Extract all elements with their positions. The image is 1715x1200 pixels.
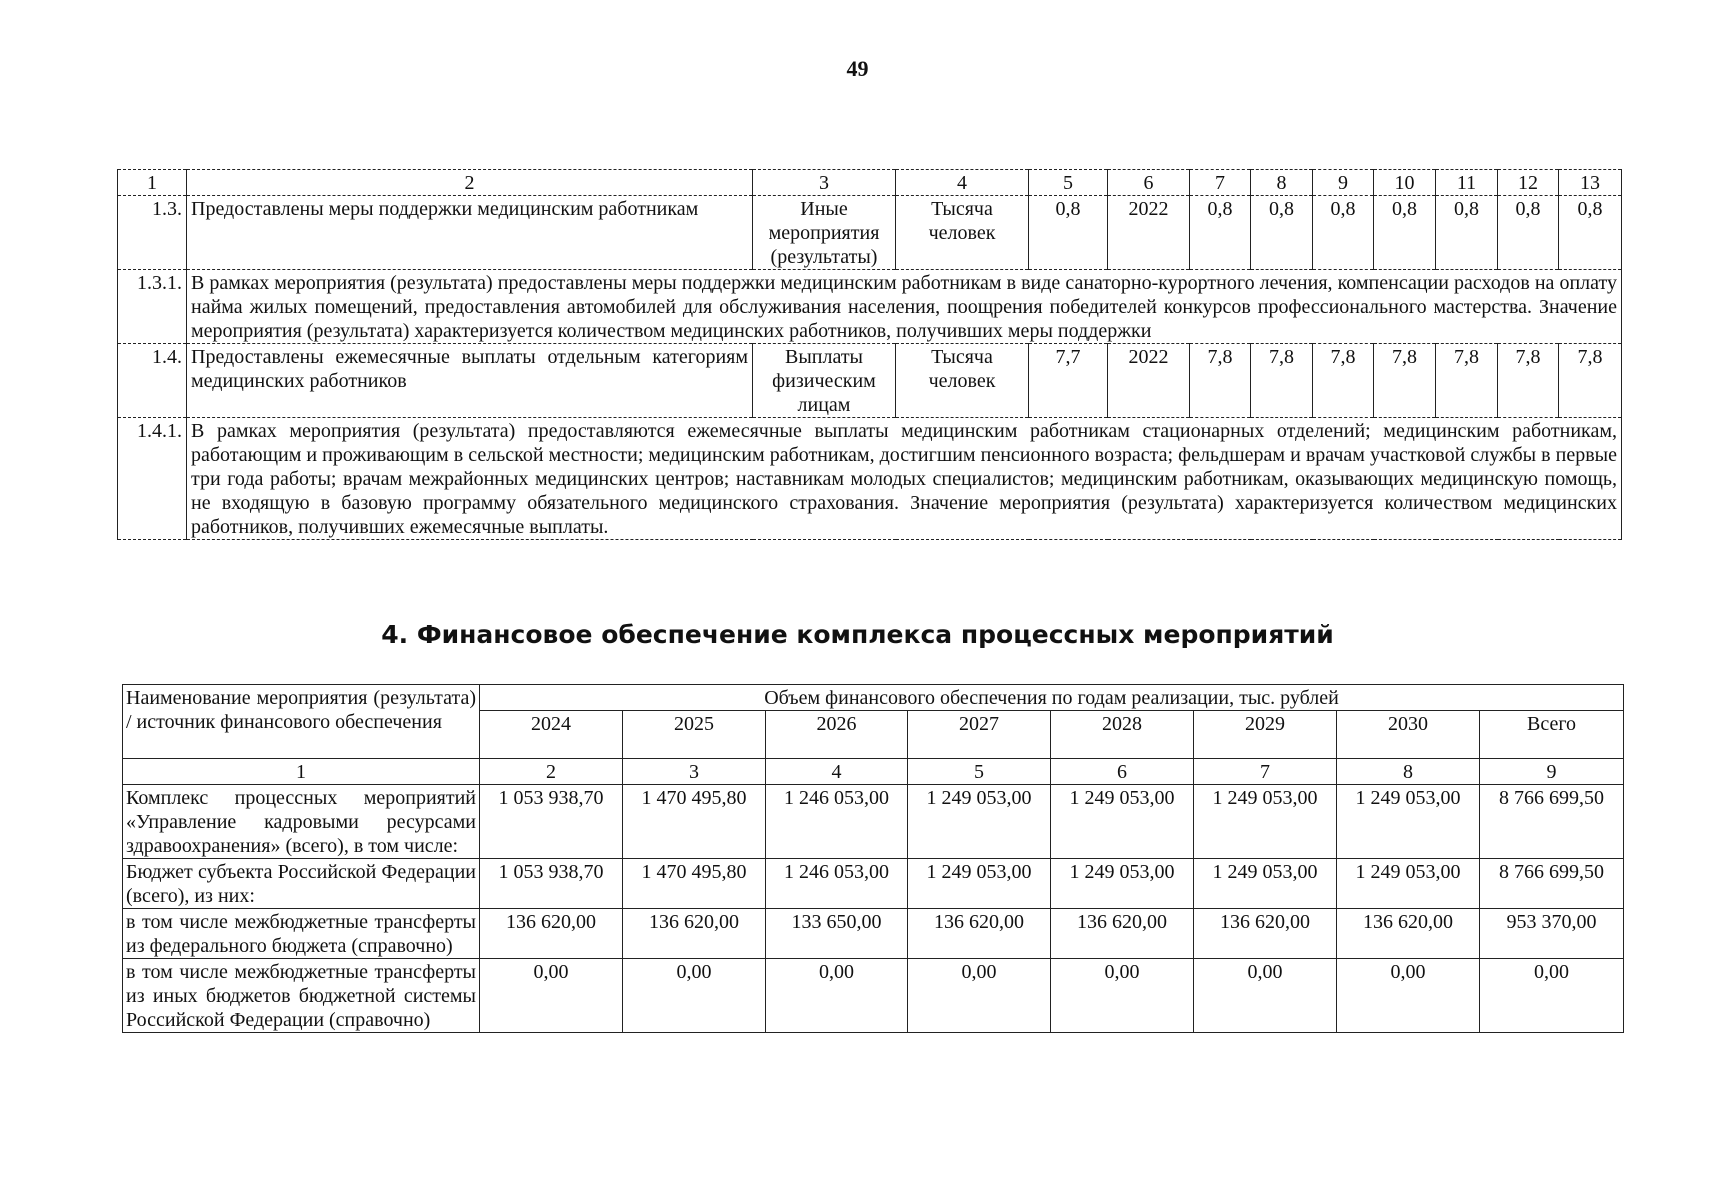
finance-value: 1 249 053,00 <box>1337 859 1480 909</box>
finance-value: 1 053 938,70 <box>480 785 623 859</box>
finance-value: 0,00 <box>1337 959 1480 1033</box>
finance-value: 1 053 938,70 <box>480 859 623 909</box>
name-column-header: Наименование мероприятия (результата) / источник финансового обеспечения <box>123 685 480 759</box>
col-number: 2 <box>187 170 753 196</box>
finance-value: 1 249 053,00 <box>1051 785 1194 859</box>
finance-value: 1 470 495,80 <box>623 859 766 909</box>
col-number: 11 <box>1436 170 1498 196</box>
finance-value: 0,00 <box>480 959 623 1033</box>
year-value: 0,8 <box>1436 196 1498 270</box>
finance-value: 136 620,00 <box>1194 909 1337 959</box>
col-number: 4 <box>896 170 1029 196</box>
note-text: В рамках мероприятия (результата) предоставлены меры поддержки медицинским работникам в виде санаторно-курортного лечения, компенсации расходов на оплату найма жилых помещений, предоставления автомобилей для обслуживания населения, поощрения победителей конкурсов профессионального мастерства. Значение мероприятия (результата) характеризуется количеством медицинских работников, получивших меры поддержки <box>187 270 1622 344</box>
finance-value: 133 650,00 <box>766 909 908 959</box>
col-number: 8 <box>1251 170 1313 196</box>
finance-value: 1 249 053,00 <box>908 785 1051 859</box>
measure-name: Предоставлены ежемесячные выплаты отдельным категориям медицинских работников <box>187 344 753 418</box>
note-number: 1.3.1. <box>118 270 187 344</box>
col-number: 1 <box>123 759 480 785</box>
base-value: 0,8 <box>1029 196 1108 270</box>
finance-source-name: в том числе межбюджетные трансферты из федерального бюджета (справочно) <box>123 909 480 959</box>
year-header: 2028 <box>1051 711 1194 759</box>
col-number: 5 <box>908 759 1051 785</box>
year-header: 2027 <box>908 711 1051 759</box>
col-number: 7 <box>1194 759 1337 785</box>
col-number: 12 <box>1498 170 1559 196</box>
finance-source-name: Бюджет субъекта Российской Федерации (всего), из них: <box>123 859 480 909</box>
finance-total: 953 370,00 <box>1480 909 1624 959</box>
volume-header: Объем финансового обеспечения по годам реализации, тыс. рублей <box>480 685 1624 711</box>
col-number: 8 <box>1337 759 1480 785</box>
year-header: 2029 <box>1194 711 1337 759</box>
note-text: В рамках мероприятия (результата) предоставляются ежемесячные выплаты медицинским работникам стационарных отделений; медицинским работникам, работающим и проживающим в сельской местности; медицинским работникам, достигшим пенсионного возраста; фельдшерам и врачам участковой службы в первые три года работы; врачам межрайонных медицинских центров; наставникам молодых специалистов; медицинским работникам, оказывающих медицинскую помощь, не входящую в базовую программу обязательного медицинского страхования. Значение мероприятия (результата) характеризуется количеством медицинских работников, получивших ежемесячные выплаты. <box>187 418 1622 540</box>
measure-unit: Тысяча человек <box>896 344 1029 418</box>
measure-unit: Тысяча человек <box>896 196 1029 270</box>
finance-header-row <box>123 685 1624 711</box>
col-number: 2 <box>480 759 623 785</box>
col-number: 7 <box>1190 170 1251 196</box>
year-value: 0,8 <box>1190 196 1251 270</box>
year-value: 7,8 <box>1190 344 1251 418</box>
finance-value: 1 246 053,00 <box>766 785 908 859</box>
year-value: 7,8 <box>1498 344 1559 418</box>
note-number: 1.4.1. <box>118 418 187 540</box>
finance-row <box>123 785 1624 859</box>
measures-header-row <box>118 170 1622 196</box>
finance-value: 0,00 <box>766 959 908 1033</box>
col-number: 10 <box>1374 170 1436 196</box>
col-number: 1 <box>118 170 187 196</box>
measure-name: Предоставлены меры поддержки медицинским работникам <box>187 196 753 270</box>
year-value: 0,8 <box>1374 196 1436 270</box>
finance-value: 1 470 495,80 <box>623 785 766 859</box>
col-number: 3 <box>623 759 766 785</box>
year-value: 0,8 <box>1559 196 1622 270</box>
year-value: 7,8 <box>1251 344 1313 418</box>
col-number: 13 <box>1559 170 1622 196</box>
year-value: 7,8 <box>1313 344 1374 418</box>
finance-value: 136 620,00 <box>908 909 1051 959</box>
finance-row <box>123 859 1624 909</box>
measure-note-row <box>118 270 1622 344</box>
year-value: 0,8 <box>1251 196 1313 270</box>
measure-row <box>118 344 1622 418</box>
finance-value: 1 246 053,00 <box>766 859 908 909</box>
col-number: 6 <box>1108 170 1190 196</box>
finance-row <box>123 909 1624 959</box>
measure-type: Выплаты физическим лицам <box>753 344 896 418</box>
finance-value: 0,00 <box>1051 959 1194 1033</box>
measure-type: Иные мероприятия (результаты) <box>753 196 896 270</box>
measure-number: 1.4. <box>118 344 187 418</box>
col-number: 4 <box>766 759 908 785</box>
year-value: 0,8 <box>1498 196 1559 270</box>
col-number: 6 <box>1051 759 1194 785</box>
finance-row <box>123 959 1624 1033</box>
finance-value: 1 249 053,00 <box>1194 785 1337 859</box>
year-header: 2024 <box>480 711 623 759</box>
finance-value: 1 249 053,00 <box>1194 859 1337 909</box>
finance-value: 0,00 <box>623 959 766 1033</box>
finance-table <box>122 684 1624 1033</box>
col-number: 5 <box>1029 170 1108 196</box>
finance-value: 1 249 053,00 <box>908 859 1051 909</box>
col-number: 9 <box>1480 759 1624 785</box>
measure-note-row <box>118 418 1622 540</box>
measure-number: 1.3. <box>118 196 187 270</box>
finance-value: 136 620,00 <box>623 909 766 959</box>
finance-source-name: Комплекс процессных мероприятий «Управление кадровыми ресурсами здравоохранения» (всего), в том числе: <box>123 785 480 859</box>
finance-value: 0,00 <box>1194 959 1337 1033</box>
col-number: 3 <box>753 170 896 196</box>
year-header: 2026 <box>766 711 908 759</box>
finance-total: 8 766 699,50 <box>1480 785 1624 859</box>
finance-total: 8 766 699,50 <box>1480 859 1624 909</box>
base-value: 7,7 <box>1029 344 1108 418</box>
section-title: 4. Финансовое обеспечение комплекса процессных мероприятий <box>381 620 1334 649</box>
finance-source-name: в том числе межбюджетные трансферты из иных бюджетов бюджетной системы Российской Федерации (справочно) <box>123 959 480 1033</box>
finance-value: 1 249 053,00 <box>1051 859 1194 909</box>
finance-value: 136 620,00 <box>1051 909 1194 959</box>
finance-value: 0,00 <box>908 959 1051 1033</box>
measure-row <box>118 196 1622 270</box>
page-number: 49 <box>846 56 869 81</box>
measures-table <box>117 169 1622 540</box>
year-header: 2030 <box>1337 711 1480 759</box>
finance-value: 1 249 053,00 <box>1337 785 1480 859</box>
base-year: 2022 <box>1108 344 1190 418</box>
year-value: 7,8 <box>1374 344 1436 418</box>
base-year: 2022 <box>1108 196 1190 270</box>
year-value: 0,8 <box>1313 196 1374 270</box>
year-value: 7,8 <box>1436 344 1498 418</box>
finance-value: 136 620,00 <box>480 909 623 959</box>
total-header: Всего <box>1480 711 1624 759</box>
col-number: 9 <box>1313 170 1374 196</box>
year-value: 7,8 <box>1559 344 1622 418</box>
finance-total: 0,00 <box>1480 959 1624 1033</box>
column-numbers-row <box>123 759 1624 785</box>
year-header: 2025 <box>623 711 766 759</box>
finance-value: 136 620,00 <box>1337 909 1480 959</box>
